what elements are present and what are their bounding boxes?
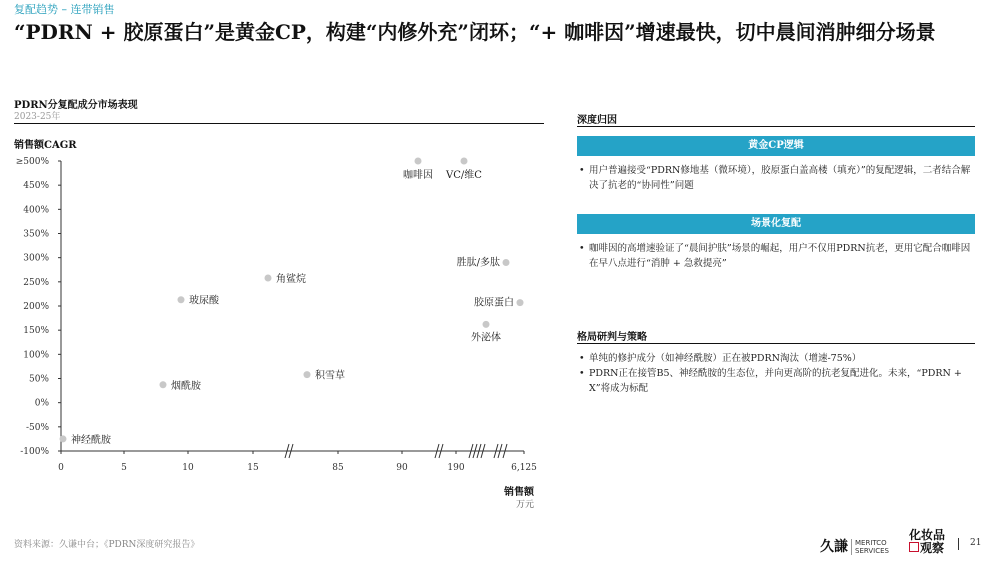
strategy-list xyxy=(577,351,975,396)
chart-subtitle: PDRN分复配成分市场表现 xyxy=(14,100,138,111)
data-point-label: 角鲨烷 xyxy=(276,273,306,285)
x-tick-label: 5 xyxy=(121,463,127,473)
y-tick-label: 0% xyxy=(34,398,49,409)
strategy-divider xyxy=(577,343,975,344)
data-point-label: 外泌体 xyxy=(471,332,501,344)
data-point-label: 烟酰胺 xyxy=(171,380,201,392)
data-point-label: 胜肽/多肽 xyxy=(456,257,500,269)
x-tick-label: 10 xyxy=(182,463,194,473)
data-point xyxy=(415,158,422,165)
y-tick-label: 300% xyxy=(23,253,49,264)
strategy-heading: 格局研判与策略 xyxy=(577,332,647,343)
y-tick-label: -50% xyxy=(25,422,49,433)
chart-period: 2023-25年 xyxy=(14,112,61,122)
cosmetics-observe-logo: 化妆品 观察 xyxy=(909,528,946,555)
y-axis-label: 销售额CAGR xyxy=(14,140,77,151)
x-axis-label: 销售额 xyxy=(504,487,534,498)
pill-scene-combo: 场景化复配 xyxy=(577,214,975,234)
data-point xyxy=(178,296,185,303)
page-separator xyxy=(958,538,959,550)
x-tick-label: 90 xyxy=(396,463,408,473)
insight-list-1 xyxy=(577,163,975,193)
data-point-label: 积雪草 xyxy=(315,370,345,382)
data-point xyxy=(60,435,67,442)
list-item: • 用户普遍接受“PDRN修地基（微环境），胶原蛋白盖高楼（填充）”的复配逻辑，二者结合解决了抗老的“协同性”问题 xyxy=(577,163,975,193)
x-tick-label: 6,125 xyxy=(511,463,537,473)
y-tick-label: -100% xyxy=(20,447,49,457)
scatter-chart xyxy=(0,150,560,480)
y-tick-label: 150% xyxy=(23,326,49,337)
y-tick-label: 50% xyxy=(28,374,49,385)
source-note: 资料来源：久谦中台；《PDRN深度研究报告》 xyxy=(14,540,200,550)
x-tick-label: 190 xyxy=(447,463,465,473)
data-point xyxy=(517,299,524,306)
y-tick-label: 200% xyxy=(23,302,49,312)
page-number: 21 xyxy=(970,538,982,548)
y-tick-label: 350% xyxy=(23,229,49,240)
data-point xyxy=(461,158,468,165)
insight-list-2 xyxy=(577,241,975,271)
y-tick-label: 400% xyxy=(23,205,49,216)
y-tick-label: ≥500% xyxy=(15,157,49,167)
list-item: • 单纯的修护成分（如神经酰胺）正在被PDRN淘汰（增速-75%） xyxy=(577,351,975,366)
data-point-label: 咖啡因 xyxy=(403,170,433,181)
x-tick-label: 85 xyxy=(332,463,344,473)
data-point xyxy=(160,381,167,388)
y-tick-label: 450% xyxy=(23,181,49,192)
insight-divider xyxy=(577,126,975,127)
data-point xyxy=(483,321,490,328)
data-point xyxy=(503,259,510,266)
x-tick-label: 0 xyxy=(58,463,64,473)
breadcrumb: 复配趋势 – 连带销售 xyxy=(14,3,115,16)
x-axis-unit: 万元 xyxy=(515,500,534,510)
data-point-label: 胶原蛋白 xyxy=(474,297,514,309)
data-point-label: 神经酰胺 xyxy=(71,434,111,446)
meritco-logo: 久謙 MERITCO SERVICES xyxy=(820,539,889,555)
list-item: • PDRN正在接管B5、神经酰胺的生态位，并向更高阶的抗老复配进化。未来，“PDRN + X”将成为标配 xyxy=(577,366,975,396)
insight-heading: 深度归因 xyxy=(577,115,617,126)
data-point xyxy=(304,371,311,378)
data-point-label: 玻尿酸 xyxy=(189,295,219,307)
data-point xyxy=(265,274,272,281)
page-title: “PDRN + 胶原蛋白”是黄金CP，构建“内修外充”闭环；“+ 咖啡因”增速最快，切中晨间消肿细分场景 xyxy=(14,20,936,44)
y-tick-label: 250% xyxy=(23,277,49,288)
y-tick-label: 100% xyxy=(23,350,49,361)
data-point-label: VC/维C xyxy=(446,170,482,181)
list-item: • 咖啡因的高增速验证了“晨间护肤”场景的崛起，用户不仅用PDRN抗老，更用它配合咖啡因在早八点进行“消肿 + 急救提亮” xyxy=(577,241,975,271)
pill-golden-cp: 黄金CP逻辑 xyxy=(577,136,975,156)
x-tick-label: 15 xyxy=(247,463,259,473)
section-divider xyxy=(14,123,544,124)
